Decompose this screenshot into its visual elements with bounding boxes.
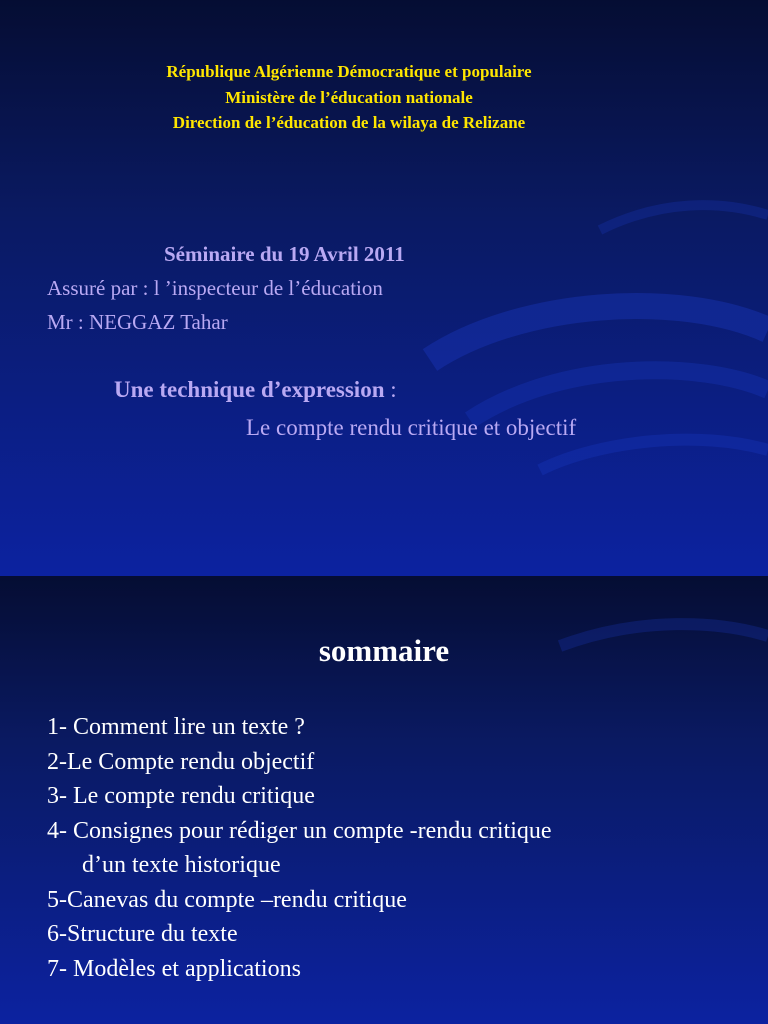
header-republic: République Algérienne Démocratique et populaire	[166, 62, 532, 81]
list-item: 1- Comment lire un texte ?	[47, 714, 305, 740]
technique-label: Une technique d’expression	[114, 377, 385, 402]
presenter-line: Assuré par : l ’inspecteur de l’éducation	[47, 276, 383, 300]
list-item: 2-Le Compte rendu objectif	[47, 748, 315, 775]
sommaire-title: sommaire	[318, 633, 450, 668]
sommaire-slide	[0, 576, 768, 1024]
header-ministry: Ministère de l’éducation nationale	[225, 88, 473, 107]
technique-colon: :	[384, 377, 397, 402]
list-item: 7- Modèles et applications	[47, 955, 301, 982]
sommaire-list	[47, 710, 552, 986]
list-item: 5-Canevas du compte –rendu critique	[47, 886, 407, 913]
list-item: 6-Structure du texte	[47, 921, 238, 947]
header-direction: Direction de l’éducation de la wilaya de Relizane	[172, 113, 526, 132]
list-item-continuation: d’un texte historique	[82, 852, 281, 878]
technique-heading	[114, 375, 397, 405]
list-item: 4- Consignes pour rédiger un compte -rendu critique	[47, 817, 552, 844]
list-item: 3- Le compte rendu critique	[47, 783, 315, 809]
seminar-title: Séminaire du 19 Avril 2011	[164, 242, 405, 266]
presenter-name: Mr : NEGGAZ Tahar	[47, 310, 228, 334]
technique-subtitle: Le compte rendu critique et objectif	[246, 415, 577, 440]
